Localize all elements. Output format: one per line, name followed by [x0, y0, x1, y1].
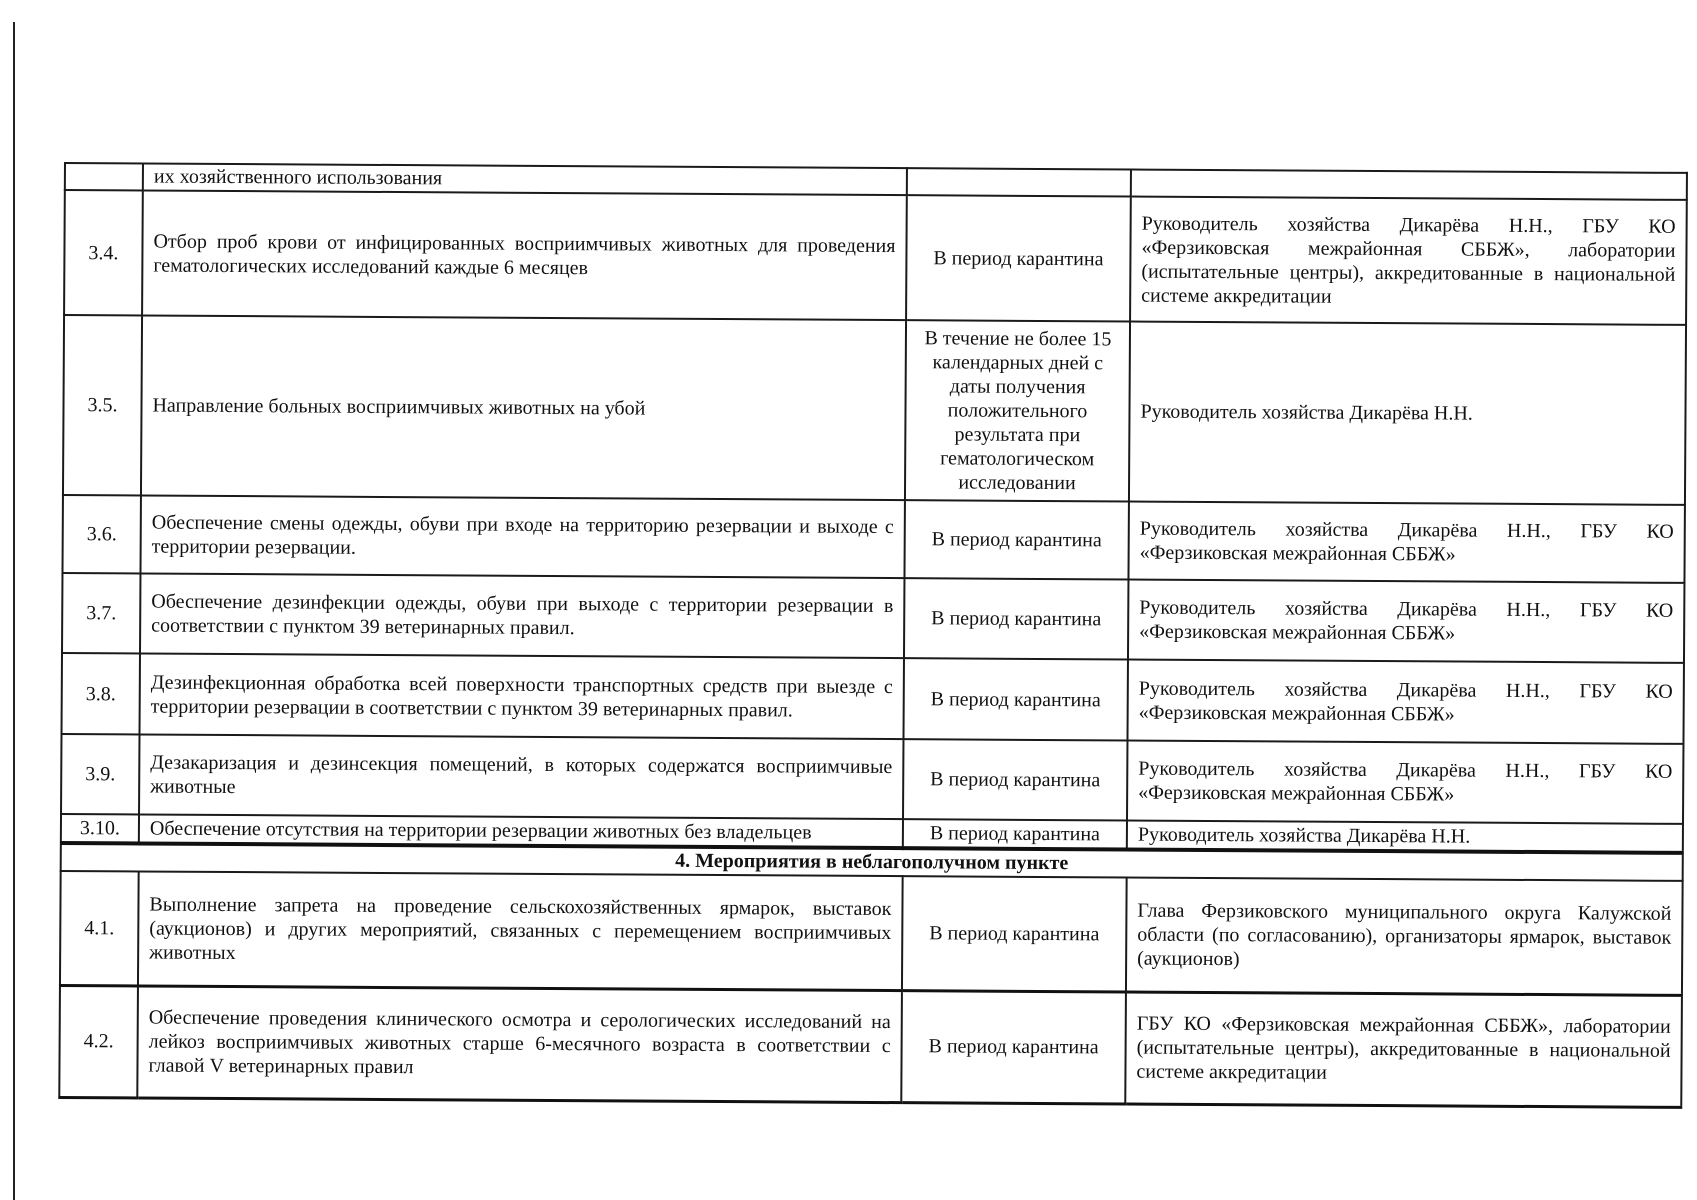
task-text: Обеспечение дезинфекции одежды, обуви при выходе с территории резервации в соответствии с пунктом 39 ветеринарных правил.	[140, 574, 904, 659]
row-number: 4.2.	[59, 985, 138, 1098]
task-text: Дезинфекционная обработка всей поверхности транспортных средств при выезде с территории резервации в соответствии с пунктом 39 ветеринарных правил.	[140, 654, 904, 739]
responsible-text: Руководитель хозяйства Дикарёва Н.Н.	[1127, 821, 1683, 853]
term-text: В период карантина	[903, 819, 1127, 849]
measures-table	[58, 162, 1688, 1109]
task-text: Обеспечение проведения клинического осмотра и серологических исследований на лейкоз восприимчивых животных старше 6-месячного возраста в соответствии с главой V ветеринарных правил	[137, 986, 902, 1103]
section-title: 4. Мероприятия в неблагополучном пункте	[61, 843, 1683, 881]
task-text: Выполнение запрета на проведение сельскохозяйственных ярмарок, выставок (аукционов) и других мероприятий, связанных с перемещением восприимчивых животных	[138, 872, 903, 991]
row-number: 3.9.	[61, 734, 139, 815]
term-text	[907, 168, 1131, 197]
task-text: их хозяйственного использования	[143, 163, 907, 195]
table-row	[62, 573, 1684, 663]
left-margin-line	[13, 22, 15, 1200]
responsible-text: Руководитель хозяйства Дикарёва Н.Н., ГБУ КО «Ферзиковская межрайонная СББЖ»	[1128, 501, 1684, 583]
responsible-text: ГБУ КО «Ферзиковская межрайонная СББЖ», лаборатории (испытательные центры), аккредитованные в национальной системе аккредитации	[1125, 992, 1682, 1108]
responsible-text: Глава Ферзиковского муниципального округа Калужской области (по согласованию), организаторы ярмарок, выставок (аукционов)	[1126, 878, 1683, 996]
row-number: 3.10.	[61, 814, 139, 843]
task-text: Обеспечение смены одежды, обуви при входе на территорию резервации и выходе с территории резервации.	[140, 495, 904, 578]
term-text: В период карантина	[904, 500, 1128, 580]
task-text: Отбор проб крови от инфицированных восприимчивых животных для проведения гематологических исследований каждые 6 месяцев	[142, 191, 907, 320]
task-text: Обеспечение отсутствия на территории резервации животных без владельцев	[139, 815, 903, 848]
term-text: В период карантина	[906, 196, 1131, 322]
row-number: 3.6.	[62, 495, 140, 574]
table-row	[62, 495, 1684, 583]
responsible-text: Руководитель хозяйства Дикарёва Н.Н., ГБУ КО «Ферзиковская межрайонная СББЖ»	[1128, 580, 1684, 664]
row-number	[65, 163, 143, 191]
term-text: В период карантина	[903, 739, 1127, 821]
responsible-text	[1131, 170, 1687, 201]
table-row	[60, 871, 1683, 995]
responsible-text: Руководитель хозяйства Дикарёва Н.Н., ГБУ КО «Ферзиковская межрайонная СББЖ»	[1127, 660, 1683, 744]
table-row	[59, 985, 1682, 1107]
term-text: В период карантина	[904, 578, 1128, 660]
task-text: Направление больных восприимчивых животных на убой	[141, 316, 906, 500]
table-row	[62, 653, 1684, 743]
task-text: Дезакаризация и дезинсекция помещений, в которых содержатся восприимчивые животные	[139, 734, 903, 819]
responsible-text: Руководитель хозяйства Дикарёва Н.Н., ГБУ КО «Ферзиковская межрайонная СББЖ», лаборатории (испытательные центры), аккредитованные в национальной системе аккредитации	[1130, 197, 1687, 325]
term-text: В течение не более 15 календарных дней с даты получения положительного результата при гематологическом исследовании	[905, 320, 1130, 501]
term-text: В период карантина	[901, 990, 1126, 1104]
row-number: 3.4.	[64, 190, 143, 315]
row-number: 3.7.	[62, 573, 140, 654]
table-row	[64, 190, 1687, 325]
responsible-text: Руководитель хозяйства Дикарёва Н.Н., ГБУ КО «Ферзиковская межрайонная СББЖ»	[1127, 740, 1683, 824]
responsible-text: Руководитель хозяйства Дикарёва Н.Н.	[1129, 322, 1686, 505]
term-text: В период карантина	[903, 659, 1127, 741]
table-row	[61, 734, 1683, 824]
term-text: В период карантина	[902, 876, 1127, 992]
row-number: 3.8.	[62, 653, 140, 734]
row-number: 4.1.	[60, 871, 139, 986]
table-row	[63, 315, 1686, 505]
row-number: 3.5.	[63, 315, 142, 495]
